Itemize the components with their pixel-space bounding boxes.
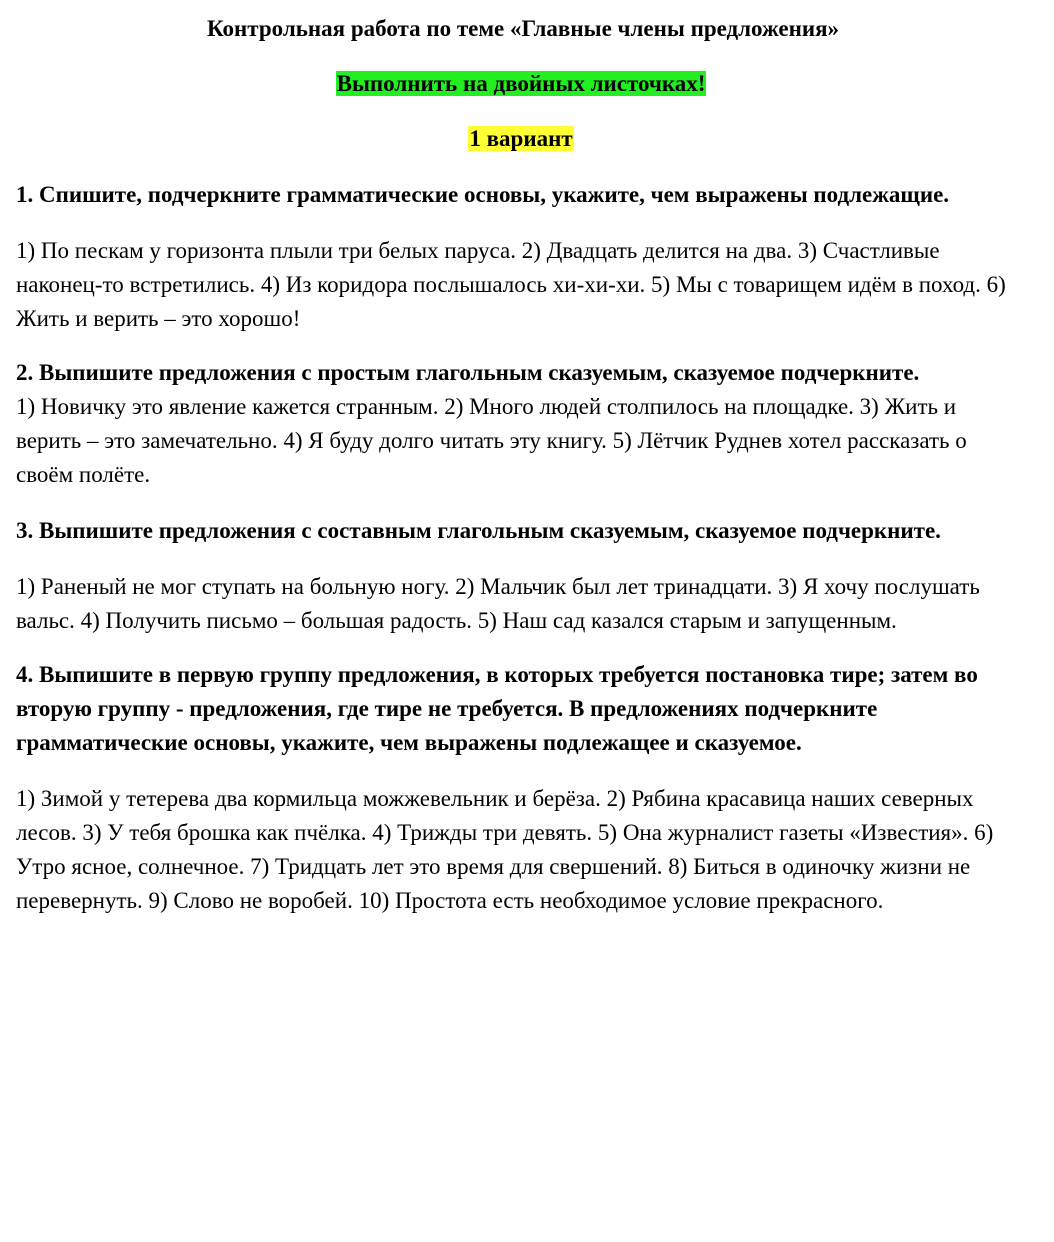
task-2-heading: 2. Выпишите предложения с простым глагольным сказуемым, сказуемое подчеркните. <box>16 360 920 385</box>
document-page <box>16 12 1026 918</box>
variant-line <box>16 122 1026 156</box>
task-3-heading: 3. Выпишите предложения с составным глагольным сказуемым, сказуемое подчеркните. <box>16 518 941 543</box>
variant-label: 1 вариант <box>469 126 573 151</box>
task-4-sentences: 1) Зимой у тетерева два кормильца можжевельник и берёза. 2) Рябина красавица наших северных лесов. 3) У тебя брошка как пчёлка. 4) Трижды три девять. 5) Она журналист газеты «Известия». 6) Утро ясное, солнечное. 7) Тридцать лет это время для свершений. 8) Биться в одиночку жизни не перевернуть. 9) Слово не воробей. 10) Простота есть необходимое условие прекрасного. <box>16 786 994 913</box>
task-1-heading: 1. Спишите, подчеркните грамматические основы, укажите, чем выражены подлежащие. <box>16 182 950 207</box>
document-title: Контрольная работа по теме «Главные члены предложения» <box>206 16 840 41</box>
task-3-sentences: 1) Раненый не мог ступать на больную ногу. 2) Мальчик был лет тринадцати. 3) Я хочу послушать вальс. 4) Получить письмо – большая радость. 5) Наш сад казался старым и запущенным. <box>16 574 980 633</box>
instruction-highlight: Выполнить на двойных листочках! <box>336 71 706 96</box>
task-4-heading: 4. Выпишите в первую группу предложения, в которых требуется постановка тире; затем во вторую группу - предложения, где тире не требуется. В предложениях подчеркните грамматические основы, укажите, чем выражены подлежащее и сказуемое. <box>16 662 978 755</box>
task-1-sentences: 1) По пескам у горизонта плыли три белых паруса. 2) Двадцать делится на два. 3) Счастливые наконец-то встретились. 4) Из коридора послышалось хи-хи-хи. 5) Мы с товарищем идём в поход. 6) Жить и верить – это хорошо! <box>16 238 1006 331</box>
instruction-line <box>16 67 1026 101</box>
task-2-sentences: 1) Новичку это явление кажется странным. 2) Много людей столпилось на площадке. 3) Жить и верить – это замечательно. 4) Я буду долго читать эту книгу. 5) Лётчик Руднев хотел рассказать о своём полёте. <box>16 394 967 487</box>
